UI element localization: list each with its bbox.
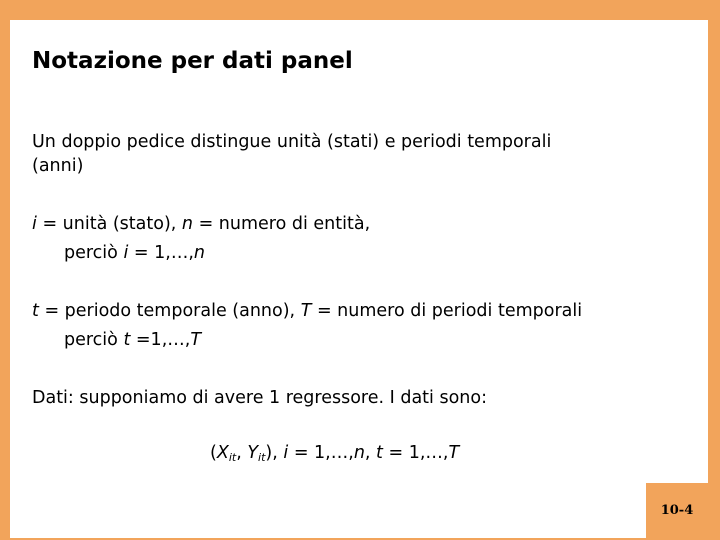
intro-line-2: (anni) [32,156,84,176]
formula-sep: , [364,443,377,463]
var-n-range: n [193,243,205,263]
formula-T: T [448,443,460,463]
formula-i: i [283,443,289,463]
intro-line-1: Un doppio pedice distingue unità (stati) e periodi temporali [32,132,552,152]
i-definition-line-1 [32,212,370,236]
var-t: t [32,301,39,321]
page-number-badge [646,483,708,538]
formula-y: Y [247,443,259,463]
page-number: 10-4 [660,503,694,518]
formula-n: n [353,443,365,463]
formula-open: ( [210,443,217,463]
t-def-line2-prefix: perciò [64,330,124,350]
formula-x: X [216,443,229,463]
var-n: n [181,214,194,234]
i-def-line2-mid: = 1,…, [128,243,194,263]
data-formula [210,441,459,470]
var-t-range: t [123,330,131,350]
i-definition-line-2 [64,241,205,265]
t-definition-line-2 [64,328,201,352]
t-definition-line-1 [32,299,582,323]
t-def-text-1: = periodo temporale (anno), [38,301,301,321]
i-def-line2-prefix: perciò [64,243,124,263]
t-def-line2-mid: =1,…, [130,330,191,350]
i-def-text-2: = numero di entità, [193,214,371,234]
formula-y-subscript: it [258,451,266,464]
slide-content-panel [10,20,708,538]
var-i-range: i [123,243,129,263]
formula-x-subscript: it [228,451,237,464]
formula-comma: , [236,443,248,463]
formula-t: t [376,443,383,463]
data-description: Dati: supponiamo di avere 1 regressore. I dati sono: [32,388,487,408]
formula-eq-2: = 1,…, [382,443,449,463]
var-i: i [32,214,37,234]
var-T: T [300,301,312,321]
formula-close: ), [265,443,284,463]
formula-eq-1: = 1,…, [288,443,354,463]
var-T-range: T [190,330,202,350]
t-def-text-2: = numero di periodi temporali [311,301,583,321]
i-def-text-1: = unità (stato), [36,214,182,234]
slide-title: Notazione per dati panel [32,48,353,74]
